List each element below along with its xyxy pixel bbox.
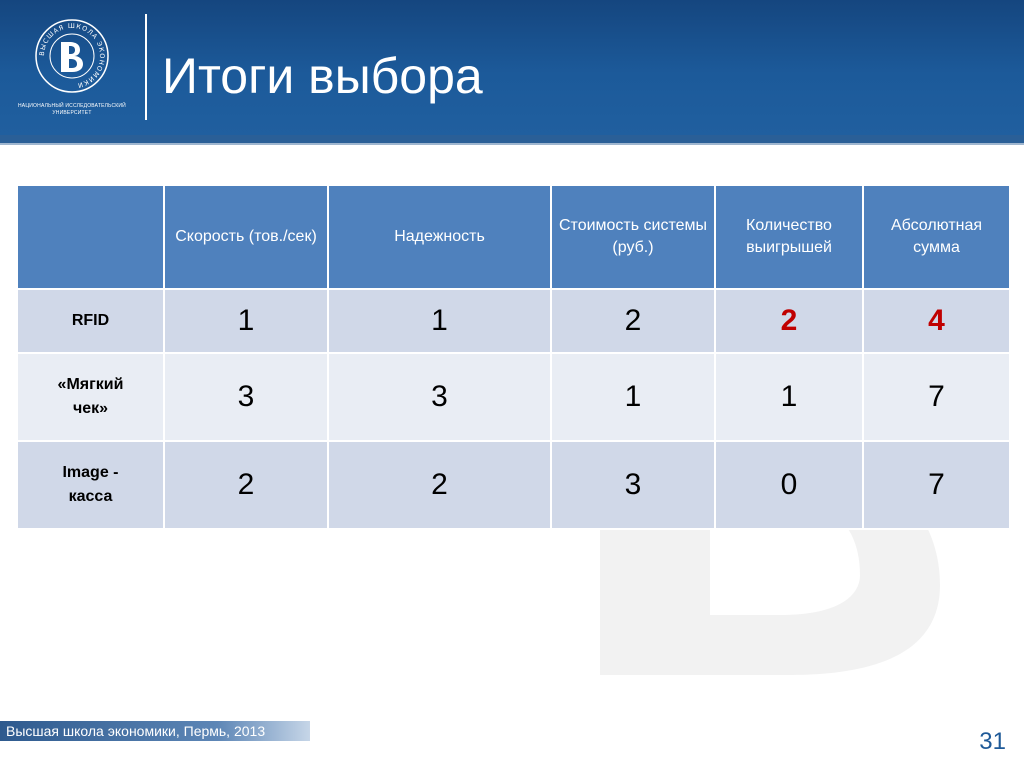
table-cell: 3 [551,441,715,529]
header-cell-reliability: Надежность [328,185,551,289]
table-cell: 1 [551,353,715,441]
hse-logo-icon [34,18,110,94]
footer-text: Высшая школа экономики, Пермь, 2013 [6,723,266,739]
table-cell-highlighted: 2 [715,289,863,353]
svg-text:ВЫСШАЯ ШКОЛА ЭКОНОМИКИ: ВЫСШАЯ ШКОЛА ЭКОНОМИКИ [37,21,107,90]
header-cell-wins: Количество выигрышей [715,185,863,289]
table-cell: 2 [328,441,551,529]
page-number: 31 [979,728,1006,755]
header-cell-empty [17,185,164,289]
table-row [17,289,1010,353]
slide-header [0,0,1024,135]
row-label: «Мягкий чек» [17,353,164,441]
header-stripe-light [0,143,1024,145]
table-cell: 7 [863,441,1010,529]
header-cell-total: Абсолютная сумма [863,185,1010,289]
row-label: RFID [17,289,164,353]
table-cell: 3 [164,353,328,441]
table-cell: 2 [551,289,715,353]
table-cell-highlighted: 4 [863,289,1010,353]
table-cell: 1 [715,353,863,441]
table-row [17,353,1010,441]
header-cell-speed: Скорость (тов./сек) [164,185,328,289]
results-table [16,184,1011,530]
row-label: Image - касса [17,441,164,529]
header-stripe [0,135,1024,143]
table-cell: 2 [164,441,328,529]
table-header-row [17,185,1010,289]
table-cell: 1 [164,289,328,353]
slide-title: Итоги выбора [162,48,483,104]
title-divider [145,14,147,120]
table-row [17,441,1010,529]
table-cell: 3 [328,353,551,441]
table-cell: 1 [328,289,551,353]
logo-caption: НАЦИОНАЛЬНЫЙ ИССЛЕДОВАТЕЛЬСКИЙ УНИВЕРСИТЕТ [18,103,126,116]
table-cell: 0 [715,441,863,529]
table-cell: 7 [863,353,1010,441]
header-cell-cost: Стоимость системы (руб.) [551,185,715,289]
